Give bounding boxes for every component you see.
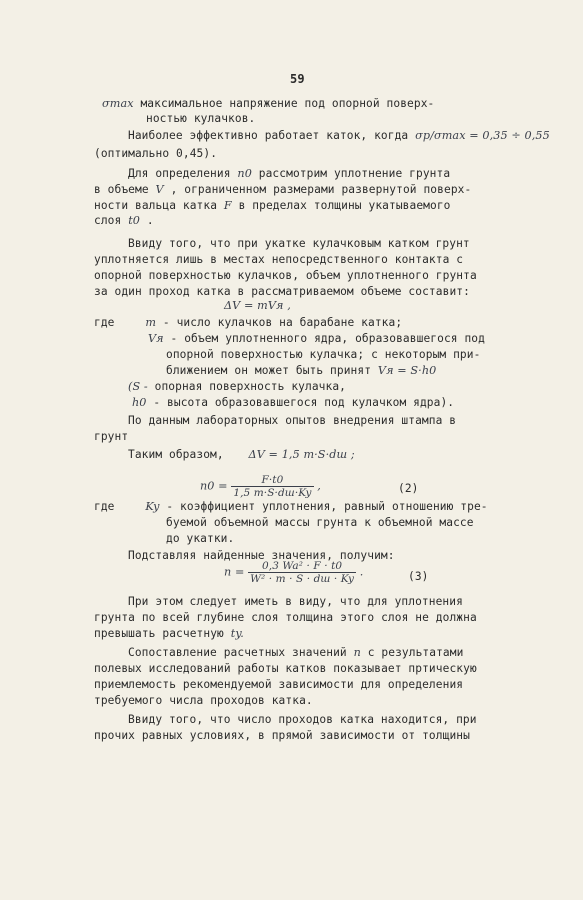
text-span: максимальное напряжение под опорной поверх- xyxy=(140,97,435,110)
text-line: ностью кулачков. xyxy=(146,112,256,125)
symbol-n0: n0 xyxy=(237,167,252,180)
symbol-v-core: Vя xyxy=(148,332,164,345)
equation-2-label: (2) xyxy=(398,482,419,495)
symbol-v: V xyxy=(155,183,164,196)
equation-2 xyxy=(200,474,321,499)
text-line: (оптимально 0,45). xyxy=(94,147,218,160)
symbol-s: (S - xyxy=(128,380,148,393)
symbol-n: n xyxy=(353,646,361,659)
equation-3-label: (3) xyxy=(408,570,429,583)
text-span: Сопоставление расчетных значений xyxy=(128,646,347,659)
text-line: уплотняется лишь в местах непосредственного контакта с xyxy=(94,253,464,266)
formula-inline: Vя = S·h0 xyxy=(377,364,437,377)
text-line: Ввиду того, что при укатке кулачковым катком грунт xyxy=(128,237,470,250)
text-span: Таким образом, xyxy=(128,448,224,461)
eq2-tail: , xyxy=(317,479,321,493)
text-line: При этом следует иметь в виду, что для уплотнения xyxy=(128,595,463,608)
page-number: 59 xyxy=(290,72,305,86)
text-line xyxy=(128,129,550,143)
text-line xyxy=(94,183,471,197)
text-line: грунта по всей глубине слоя толщина этого слоя не должна xyxy=(94,611,477,624)
symbol-f: F xyxy=(223,199,232,212)
text-span: слоя xyxy=(94,214,122,227)
text-line xyxy=(128,646,463,660)
text-line xyxy=(94,500,488,514)
text-span: - коэффициент уплотнения, равный отношению тре- xyxy=(166,500,488,513)
formula-inline: σp/σmax = 0,35 ÷ 0,55 xyxy=(415,129,550,142)
text-line: опорной поверхностью кулачка; с некоторым при- xyxy=(166,348,481,361)
text-line: за один проход катка в рассматриваемом объеме составит: xyxy=(94,285,470,298)
text-line xyxy=(166,364,436,378)
eq2-numerator: F·t0 xyxy=(231,474,313,487)
equation-1: ΔV = mVя , xyxy=(224,299,291,312)
text-span: рассмотрим уплотнение грунта xyxy=(258,167,451,180)
text-line: опорной поверхностью кулачков, объем уплотненного грунта xyxy=(94,269,477,282)
eq3-numerator: 0,3 Wa² · F · t0 xyxy=(248,560,356,573)
text-line: до укатки. xyxy=(166,532,235,545)
eq2-fraction xyxy=(231,474,313,499)
text-line xyxy=(94,199,451,213)
text-line: По данным лабораторных опытов внедрения штампа в xyxy=(128,414,457,427)
text-line: грунт xyxy=(94,430,129,443)
text-span: - объем уплотненного ядра, образовавшегося под xyxy=(170,332,485,345)
eq2-lhs: n0 = xyxy=(200,479,228,493)
text-line xyxy=(128,448,355,462)
text-line xyxy=(132,396,454,410)
text-line: Ввиду того, что число проходов катка находится, при xyxy=(128,713,477,726)
text-line xyxy=(148,332,485,346)
text-line xyxy=(128,167,450,181)
symbol-ky: Ky xyxy=(145,500,160,513)
text-span: ности вальца катка xyxy=(94,199,218,212)
text-line xyxy=(128,380,346,394)
text-span: превышать расчетную xyxy=(94,627,224,640)
eq3-denominator: W² · m · S · dш · Ky xyxy=(250,573,355,585)
equation-3 xyxy=(224,560,363,585)
eq3-fraction xyxy=(248,560,356,585)
eq3-tail: . xyxy=(359,565,364,579)
text-span: где xyxy=(94,316,115,329)
symbol-sigma-max: σmax xyxy=(102,97,134,110)
text-span: Для определения xyxy=(128,167,231,180)
text-line xyxy=(94,627,244,641)
symbol-ty: ty. xyxy=(230,627,244,640)
text-line xyxy=(102,97,434,111)
formula-inline: ΔV = 1,5 m·S·dш ; xyxy=(248,448,355,461)
text-span: в объеме xyxy=(94,183,149,196)
text-line: буемой объемной массы грунта к объемной массе xyxy=(166,516,474,529)
text-span: опорная поверхность кулачка, xyxy=(154,380,347,393)
text-line: приемлемость рекомендуемой зависимости для определения xyxy=(94,678,464,691)
text-line: полевых исследований работы катков показывает пртическую xyxy=(94,662,477,675)
text-span: где xyxy=(94,500,115,513)
text-span: . xyxy=(146,214,154,227)
text-line: прочих равных условиях, в прямой зависимости от толщины xyxy=(94,729,470,742)
text-span: в пределах толщины укатываемого xyxy=(238,199,451,212)
text-line xyxy=(94,316,402,330)
eq2-denominator: 1,5 m·S·dш·Ky xyxy=(233,487,312,499)
text-span: ближением он может быть принят xyxy=(166,364,372,377)
text-line: Подставляя найденные значения, получим: xyxy=(128,549,395,562)
symbol-t0: t0 xyxy=(128,214,141,227)
symbol-h0: h0 xyxy=(132,396,147,409)
text-span: Наиболее эффективно работает каток, когда xyxy=(128,129,409,142)
symbol-m: m xyxy=(145,316,157,329)
text-span: с результатами xyxy=(367,646,464,659)
text-span: - число кулачков на барабане катка; xyxy=(162,316,403,329)
text-line xyxy=(94,214,154,228)
text-line: требуемого числа проходов катка. xyxy=(94,694,313,707)
text-span: , ограниченном размерами развернутой поверх- xyxy=(170,183,472,196)
eq3-lhs: n = xyxy=(224,565,245,579)
text-span: - высота образовавшегося под кулачком ядра). xyxy=(153,396,455,409)
